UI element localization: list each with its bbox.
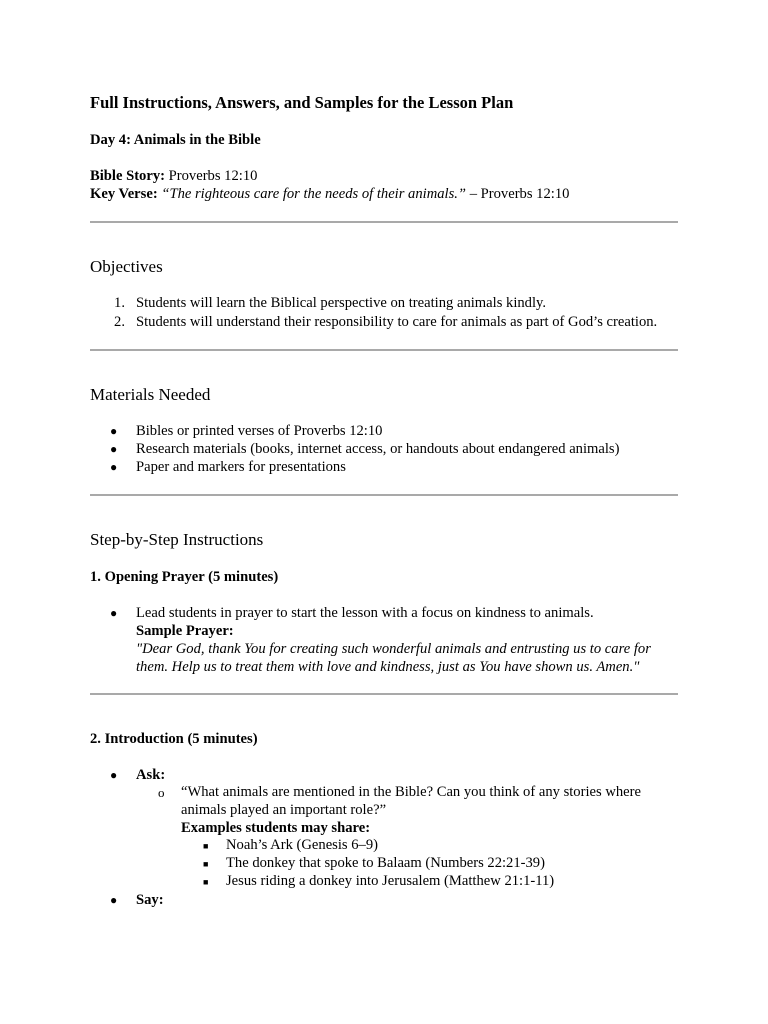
- objective-item: Students will learn the Biblical perspective on treating animals kindly.: [136, 295, 547, 311]
- square-bullet-icon: ■: [203, 841, 209, 851]
- example-item: Noah’s Ark (Genesis 6–9): [226, 837, 378, 853]
- materials-heading: Materials Needed: [90, 385, 211, 404]
- bullet-icon: ●: [110, 606, 118, 620]
- list-number: 1.: [114, 295, 125, 311]
- example-item: Jesus riding a donkey into Jerusalem (Matthew 21:1-11): [226, 873, 555, 889]
- bullet-icon: ●: [110, 442, 118, 456]
- introduction-heading: 2. Introduction (5 minutes): [90, 731, 258, 747]
- divider: [90, 693, 678, 695]
- examples-label: Examples students may share:: [181, 820, 371, 836]
- bullet-icon: ●: [110, 768, 118, 782]
- square-bullet-icon: ■: [203, 859, 209, 869]
- divider: [90, 494, 678, 496]
- day-heading: Day 4: Animals in the Bible: [90, 132, 261, 148]
- opening-prayer-instruction: Lead students in prayer to start the lesson with a focus on kindness to animals.: [136, 605, 594, 621]
- steps-heading: Step-by-Step Instructions: [90, 530, 264, 549]
- square-bullet-icon: ■: [203, 877, 209, 887]
- divider: [90, 349, 678, 351]
- objective-item: Students will understand their responsibility to care for animals as part of God’s creation.: [136, 314, 658, 330]
- ask-label: Ask:: [136, 767, 166, 783]
- objectives-heading: Objectives: [90, 257, 163, 276]
- example-item: The donkey that spoke to Balaam (Numbers 22:21-39): [226, 855, 545, 871]
- key-verse-line: [90, 185, 569, 203]
- material-item: Paper and markers for presentations: [136, 459, 346, 475]
- document-title: Full Instructions, Answers, and Samples for the Lesson Plan: [90, 93, 514, 112]
- bullet-icon: ●: [110, 460, 118, 474]
- key-verse-label: Key Verse:: [90, 186, 158, 202]
- key-verse-quote: “The righteous care for the needs of their animals.”: [161, 186, 467, 202]
- list-number: 2.: [114, 314, 125, 330]
- material-item: Bibles or printed verses of Proverbs 12:10: [136, 423, 383, 439]
- bible-story-label: Bible Story:: [90, 168, 165, 184]
- key-verse-ref: – Proverbs 12:10: [466, 186, 570, 202]
- sample-prayer-text: "Dear God, thank You for creating such wonderful animals and entrusting us to care for: [136, 641, 651, 657]
- material-item: Research materials (books, internet access, or handouts about endangered animals): [136, 441, 620, 457]
- bible-story-value: Proverbs 12:10: [165, 168, 258, 184]
- sample-prayer-label: Sample Prayer:: [136, 623, 234, 639]
- say-label: Say:: [136, 892, 164, 908]
- divider: [90, 221, 678, 223]
- circle-bullet-icon: o: [158, 785, 165, 800]
- bullet-icon: ●: [110, 424, 118, 438]
- bullet-icon: ●: [110, 893, 118, 907]
- sample-prayer-text: them. Help us to treat them with love and kindness, just as You have shown us. Amen.": [136, 659, 640, 675]
- opening-prayer-heading: 1. Opening Prayer (5 minutes): [90, 569, 279, 585]
- ask-question: animals played an important role?”: [181, 802, 387, 818]
- bible-story-line: [90, 167, 257, 185]
- ask-question: “What animals are mentioned in the Bible? Can you think of any stories where: [181, 784, 641, 800]
